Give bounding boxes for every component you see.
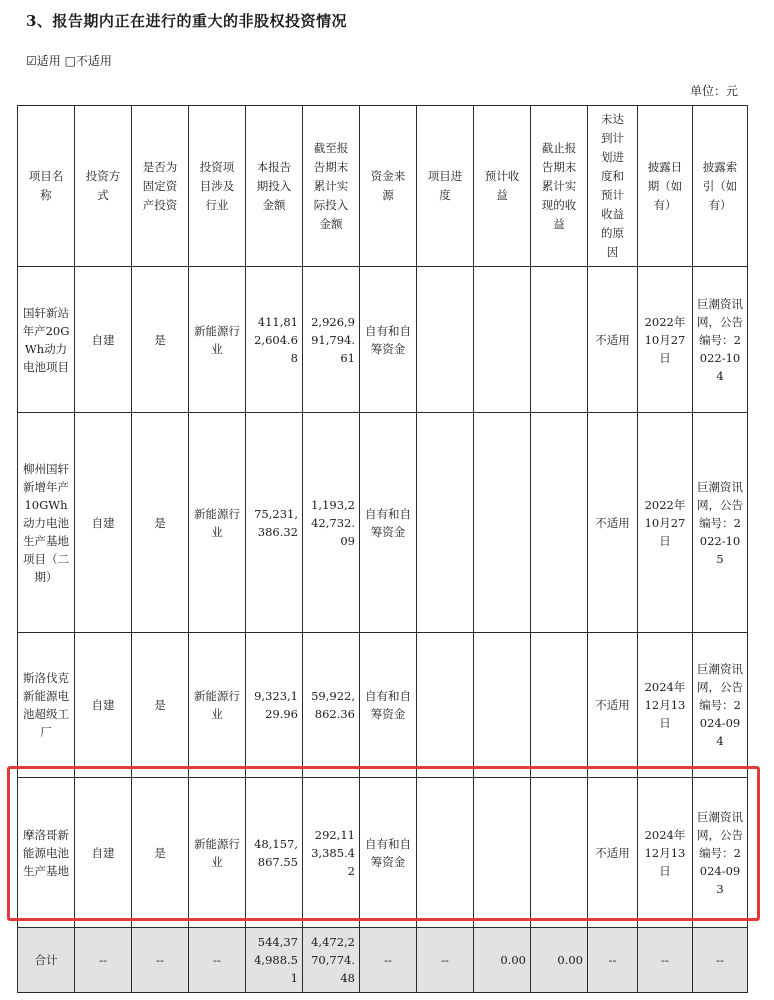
disclosure-date-cell: 2024年12月13日 bbox=[638, 633, 693, 778]
industry-cell: 新能源行业 bbox=[189, 633, 246, 778]
dash-cell: -- bbox=[417, 928, 474, 993]
header-cell: 项目名称 bbox=[18, 106, 75, 267]
table-row bbox=[18, 413, 748, 633]
expected-return-cell bbox=[474, 413, 531, 633]
method-cell: 自建 bbox=[75, 778, 132, 928]
progress-cell bbox=[417, 267, 474, 413]
industry-cell: 新能源行业 bbox=[189, 778, 246, 928]
fund-source-cell: 自有和自筹资金 bbox=[360, 633, 417, 778]
dash-cell: -- bbox=[588, 928, 638, 993]
realized-return-cell bbox=[531, 633, 588, 778]
header-cell: 资金来源 bbox=[360, 106, 417, 267]
total-current-cell: 544,374,988.51 bbox=[246, 928, 303, 993]
header-cell: 是否为固定资产投资 bbox=[132, 106, 189, 267]
method-cell: 自建 bbox=[75, 267, 132, 413]
project-name-cell: 斯洛伐克新能源电池超级工厂 bbox=[18, 633, 75, 778]
method-cell: 自建 bbox=[75, 413, 132, 633]
header-cell: 投资方式 bbox=[75, 106, 132, 267]
reason-cell: 不适用 bbox=[588, 267, 638, 413]
fund-source-cell: 自有和自筹资金 bbox=[360, 778, 417, 928]
dash-cell: -- bbox=[75, 928, 132, 993]
header-cell: 截止报告期末累计实现的收益 bbox=[531, 106, 588, 267]
dash-cell: -- bbox=[132, 928, 189, 993]
project-name-cell: 国轩新站年产20GWh动力电池项目 bbox=[18, 267, 75, 413]
current-amount-cell: 9,323,129.96 bbox=[246, 633, 303, 778]
header-cell: 投资项目涉及行业 bbox=[189, 106, 246, 267]
header-cell: 截至报告期末累计实际投入金额 bbox=[303, 106, 360, 267]
unit-label: 单位：元 bbox=[689, 84, 738, 98]
disclosure-date-cell: 2024年12月13日 bbox=[638, 778, 693, 928]
fixed-asset-cell: 是 bbox=[132, 633, 189, 778]
header-cell: 未达到计划进度和预计收益的原因 bbox=[588, 106, 638, 267]
realized-return-cell bbox=[531, 267, 588, 413]
dash-cell: -- bbox=[693, 928, 748, 993]
header-cell: 预计收益 bbox=[474, 106, 531, 267]
reason-cell: 不适用 bbox=[588, 633, 638, 778]
red-highlight-box bbox=[7, 766, 760, 921]
reason-cell: 不适用 bbox=[588, 778, 638, 928]
cumulative-amount-cell: 292,113,385.42 bbox=[303, 778, 360, 928]
reason-cell: 不适用 bbox=[588, 413, 638, 633]
disclosure-date-cell: 2022年10月27日 bbox=[638, 413, 693, 633]
header-cell: 披露日期（如有） bbox=[638, 106, 693, 267]
disclosure-index-cell: 巨潮资讯网，公告编号：2022-104 bbox=[693, 267, 748, 413]
applicability-checkbox-line: ☑适用 □不适用 bbox=[26, 54, 112, 68]
table-row bbox=[18, 633, 748, 778]
total-label-cell: 合计 bbox=[18, 928, 75, 993]
table-row bbox=[18, 267, 748, 413]
cumulative-amount-cell: 59,922,862.36 bbox=[303, 633, 360, 778]
industry-cell: 新能源行业 bbox=[189, 267, 246, 413]
dash-cell: -- bbox=[638, 928, 693, 993]
table-header-row bbox=[18, 106, 748, 267]
industry-cell: 新能源行业 bbox=[189, 413, 246, 633]
current-amount-cell: 411,812,604.68 bbox=[246, 267, 303, 413]
fixed-asset-cell: 是 bbox=[132, 413, 189, 633]
realized-return-cell bbox=[531, 413, 588, 633]
fund-source-cell: 自有和自筹资金 bbox=[360, 267, 417, 413]
cumulative-amount-cell: 2,926,991,794.61 bbox=[303, 267, 360, 413]
total-expected-cell: 0.00 bbox=[474, 928, 531, 993]
disclosure-index-cell: 巨潮资讯网，公告编号：2024-094 bbox=[693, 633, 748, 778]
total-row bbox=[18, 928, 748, 993]
fixed-asset-cell: 是 bbox=[132, 267, 189, 413]
dash-cell: -- bbox=[360, 928, 417, 993]
total-cumulative-cell: 4,472,270,774.48 bbox=[303, 928, 360, 993]
cumulative-amount-cell: 1,193,242,732.09 bbox=[303, 413, 360, 633]
section-heading: 3、报告期内正在进行的重大的非股权投资情况 bbox=[26, 12, 347, 30]
method-cell: 自建 bbox=[75, 633, 132, 778]
current-amount-cell: 75,231,386.32 bbox=[246, 413, 303, 633]
expected-return-cell bbox=[474, 267, 531, 413]
header-cell: 披露索引（如有） bbox=[693, 106, 748, 267]
disclosure-index-cell: 巨潮资讯网，公告编号：2024-093 bbox=[693, 778, 748, 928]
current-amount-cell: 48,157,867.55 bbox=[246, 778, 303, 928]
project-name-cell: 柳州国轩新增年产10GWh动力电池生产基地项目（二期） bbox=[18, 413, 75, 633]
progress-cell bbox=[417, 413, 474, 633]
header-cell: 项目进度 bbox=[417, 106, 474, 267]
dash-cell: -- bbox=[189, 928, 246, 993]
expected-return-cell bbox=[474, 633, 531, 778]
project-name-cell: 摩洛哥新能源电池生产基地 bbox=[18, 778, 75, 928]
header-cell: 本报告期投入金额 bbox=[246, 106, 303, 267]
progress-cell bbox=[417, 633, 474, 778]
total-realized-cell: 0.00 bbox=[531, 928, 588, 993]
fund-source-cell: 自有和自筹资金 bbox=[360, 413, 417, 633]
disclosure-date-cell: 2022年10月27日 bbox=[638, 267, 693, 413]
disclosure-index-cell: 巨潮资讯网，公告编号：2022-105 bbox=[693, 413, 748, 633]
fixed-asset-cell: 是 bbox=[132, 778, 189, 928]
